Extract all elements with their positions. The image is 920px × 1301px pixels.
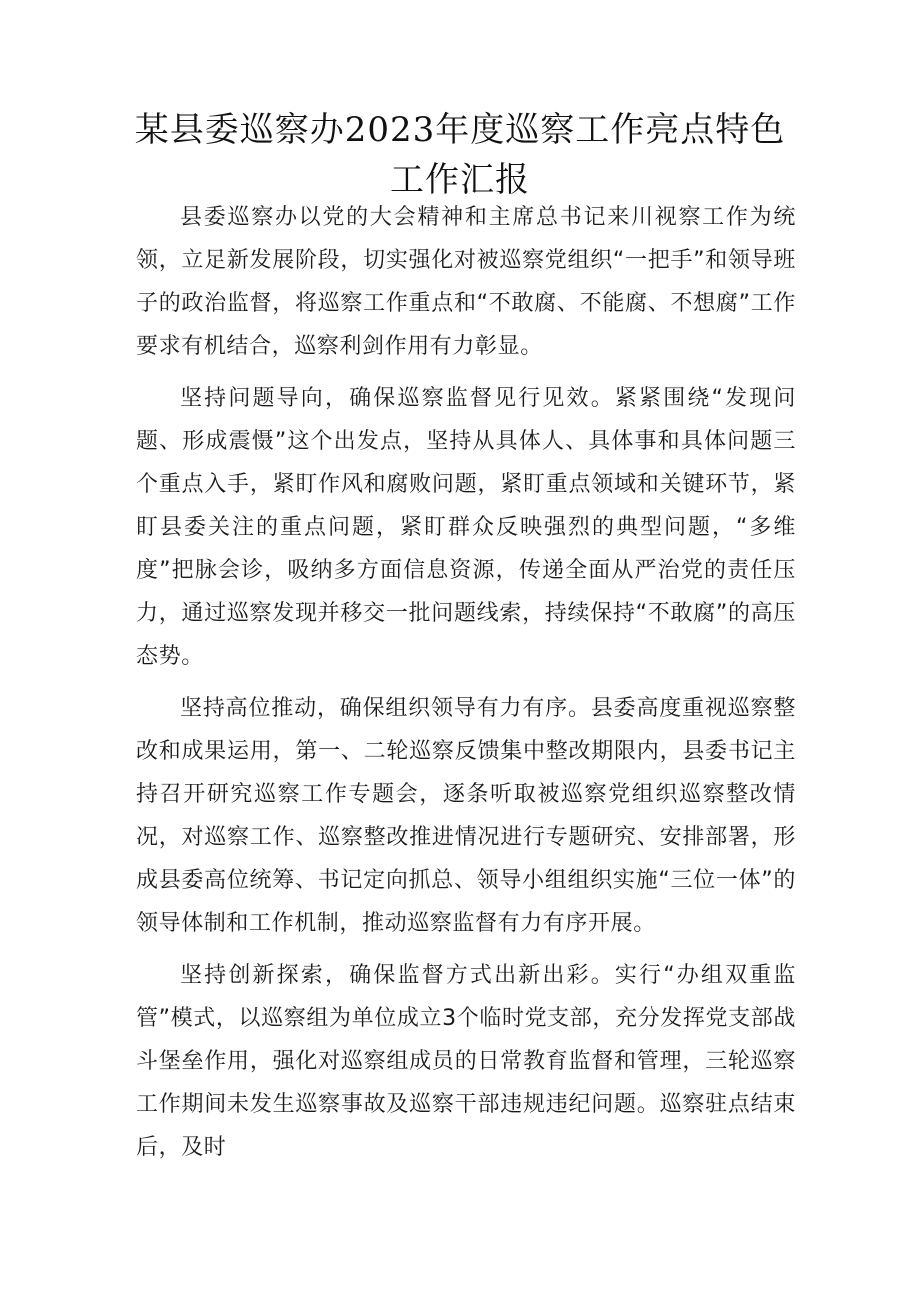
paragraph-innovation: 坚持创新探索，确保监督方式出新出彩。实行“办组双重监管”模式，以巡察组为单位成立3个临时党支部，充分发挥党支部战斗堡垒作用，强化对巡察组成员的日常教育监督和管理，三轮巡察工作期间未发生巡察事故及巡察干部违规违纪问题。巡察驻点结束后，及时 bbox=[136, 963, 796, 1160]
paragraph-high-level-promotion: 坚持高位推动，确保组织领导有力有序。县委高度重视巡察整改和成果运用，第一、二轮巡察反馈集中整改期限内，县委书记主持召开研究巡察工作专题会，逐条听取被巡察党组织巡察整改情况，对巡察工作、巡察整改推进情况进行专题研究、安排部署，形成县委高位统筹、书记定向抓总、领导小组组织实施“三位一体”的领导体制和工作机制，推动巡察监督有力有序开展。 bbox=[136, 696, 796, 936]
document-title-line-1: 某县委巡察办2023年度巡察工作亮点特色 bbox=[134, 110, 786, 150]
paragraph-problem-oriented: 坚持问题导向，确保巡察监督见行见效。紧紧围绕“发现问题、形成震慑”这个出发点，坚持从具体人、具体事和具体问题三个重点入手，紧盯作风和腐败问题，紧盯重点领域和关键环节，紧盯县委关注的重点问题，紧盯群众反映强烈的典型问题，“多维度”把脉会诊，吸纳多方面信息资源，传递全面从严治党的责任压力，通过巡察发现并移交一批问题线索，持续保持“不敢腐”的高压态势。 bbox=[136, 386, 796, 669]
document-body bbox=[136, 196, 796, 1178]
paragraph-intro: 县委巡察办以党的大会精神和主席总书记来川视察工作为统领，立足新发展阶段，切实强化对被巡察党组织“一把手”和领导班子的政治监督，将巡察工作重点和“不敢腐、不能腐、不想腐”工作要求有机结合，巡察利剑作用有力彰显。 bbox=[136, 205, 796, 359]
document-title-line-2: 工作汇报 bbox=[390, 160, 530, 200]
